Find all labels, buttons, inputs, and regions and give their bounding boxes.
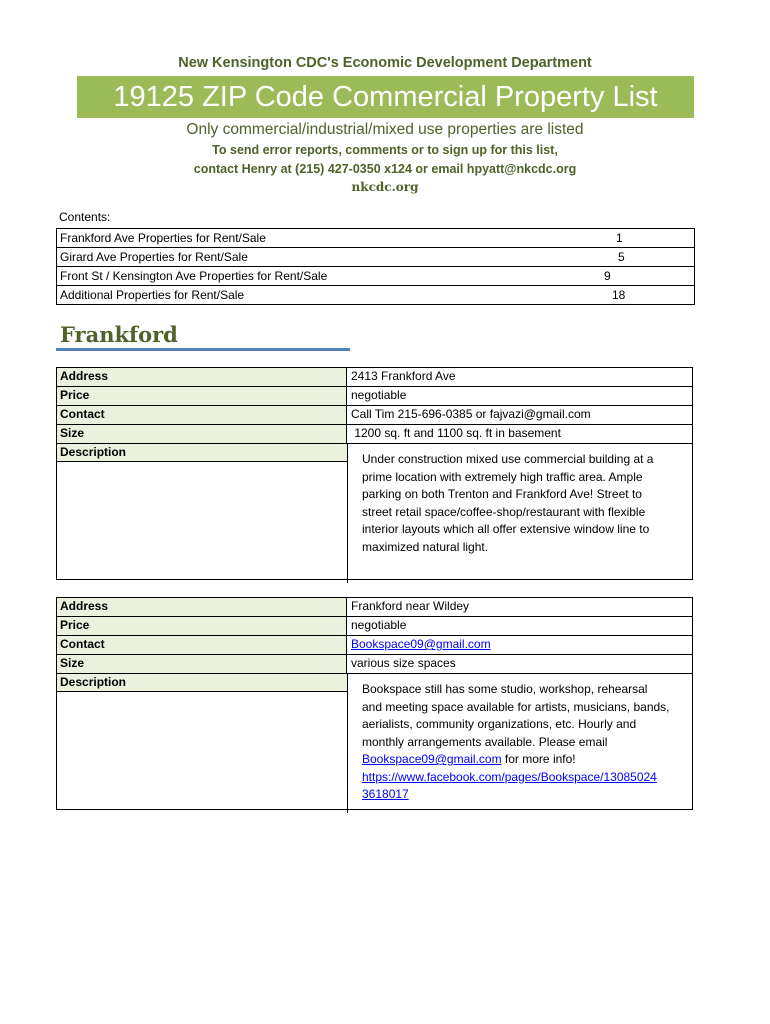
description-line: street retail space/coffee-shop/restaurant with flexible <box>362 504 646 519</box>
address-label: Address <box>57 368 347 386</box>
contact-label: Contact <box>57 636 347 654</box>
property-contact-row <box>57 406 692 425</box>
description-line: maximized natural light. <box>362 539 489 554</box>
property-description-row <box>57 444 692 583</box>
size-label: Size <box>57 425 347 443</box>
description-line: interior layouts which all offer extensive window line to <box>362 522 650 536</box>
title-banner <box>77 76 694 118</box>
contents-row[interactable] <box>57 229 694 248</box>
contents-row[interactable] <box>57 248 694 267</box>
page-title: 19125 ZIP Code Commercial Property List <box>113 81 658 113</box>
size-value: 1200 sq. ft and 1100 sq. ft in basement <box>351 426 561 440</box>
description-line: prime location with extremely high traffic area. Ample <box>362 469 643 484</box>
description-text <box>362 451 682 556</box>
facebook-link-line1[interactable]: https://www.facebook.com/pages/Bookspace/13085024 <box>362 769 657 784</box>
contents-item-label: Additional Properties for Rent/Sale <box>60 288 245 302</box>
property-description-row <box>57 674 692 813</box>
size-label: Size <box>57 655 347 673</box>
contents-item-label: Girard Ave Properties for Rent/Sale <box>60 250 248 264</box>
contents-item-page: 18 <box>612 288 626 302</box>
address-label: Address <box>57 598 347 616</box>
column-divider <box>347 444 348 583</box>
description-label: Description <box>57 444 347 462</box>
contact-email-link[interactable]: Bookspace09@gmail.com <box>351 637 491 651</box>
price-label: Price <box>57 617 347 635</box>
contact-label: Contact <box>57 406 347 424</box>
section-underline <box>56 348 350 351</box>
description-line: Bookspace still has some studio, workshop, rehearsal <box>362 682 648 696</box>
description-line: and meeting space available for artists, musicians, bands, <box>362 699 670 714</box>
description-line: monthly arrangements available. Please email <box>362 734 608 749</box>
description-line <box>362 751 682 769</box>
column-divider <box>347 674 348 813</box>
website-label: nkcdc.org <box>351 180 419 194</box>
property-size-row <box>57 655 692 674</box>
contents-table <box>56 228 695 305</box>
section-heading: Frankford <box>60 322 178 347</box>
price-value: negotiable <box>351 618 407 632</box>
facebook-link-line2[interactable]: 3618017 <box>362 787 409 801</box>
contents-item-page: 9 <box>604 269 611 283</box>
contents-item-label: Frankford Ave Properties for Rent/Sale <box>60 231 266 245</box>
description-line: parking on both Trenton and Frankford Ave! Street to <box>362 487 642 501</box>
description-label: Description <box>57 674 347 692</box>
contents-item-page: 1 <box>616 231 623 245</box>
description-email-link[interactable]: Bookspace09@gmail.com <box>362 752 502 766</box>
property-card <box>56 597 693 810</box>
page-subtitle: Only commercial/industrial/mixed use properties are listed <box>186 121 584 138</box>
property-contact-row <box>57 636 692 655</box>
property-address-row <box>57 598 692 617</box>
property-price-row <box>57 387 692 406</box>
contents-row[interactable] <box>57 286 694 304</box>
size-value: various size spaces <box>351 656 456 670</box>
property-address-row <box>57 368 692 387</box>
property-card <box>56 367 693 580</box>
contact-value: Call Tim 215-696-0385 or fajvazi@gmail.com <box>351 407 591 421</box>
description-email-suffix: for more info! <box>501 752 576 766</box>
contents-label: Contents: <box>59 210 111 224</box>
contact-note-line1: To send error reports, comments or to sign up for this list, <box>212 143 558 157</box>
price-value: negotiable <box>351 388 407 402</box>
property-size-row <box>57 425 692 444</box>
description-line: Under construction mixed use commercial building at a <box>362 452 654 466</box>
contents-item-page: 5 <box>618 250 625 264</box>
contact-note-line2: contact Henry at (215) 427-0350 x124 or email hpyatt@nkcdc.org <box>193 162 577 176</box>
contents-row[interactable] <box>57 267 694 286</box>
contents-item-label: Front St / Kensington Ave Properties for Rent/Sale <box>60 269 328 283</box>
price-label: Price <box>57 387 347 405</box>
address-value: 2413 Frankford Ave <box>351 369 456 383</box>
property-price-row <box>57 617 692 636</box>
description-line: aerialists, community organizations, etc. Hourly and <box>362 717 637 731</box>
address-value: Frankford near Wildey <box>351 599 470 613</box>
organization-name: New Kensington CDC's Economic Development Department <box>178 55 592 71</box>
description-text <box>362 681 682 804</box>
